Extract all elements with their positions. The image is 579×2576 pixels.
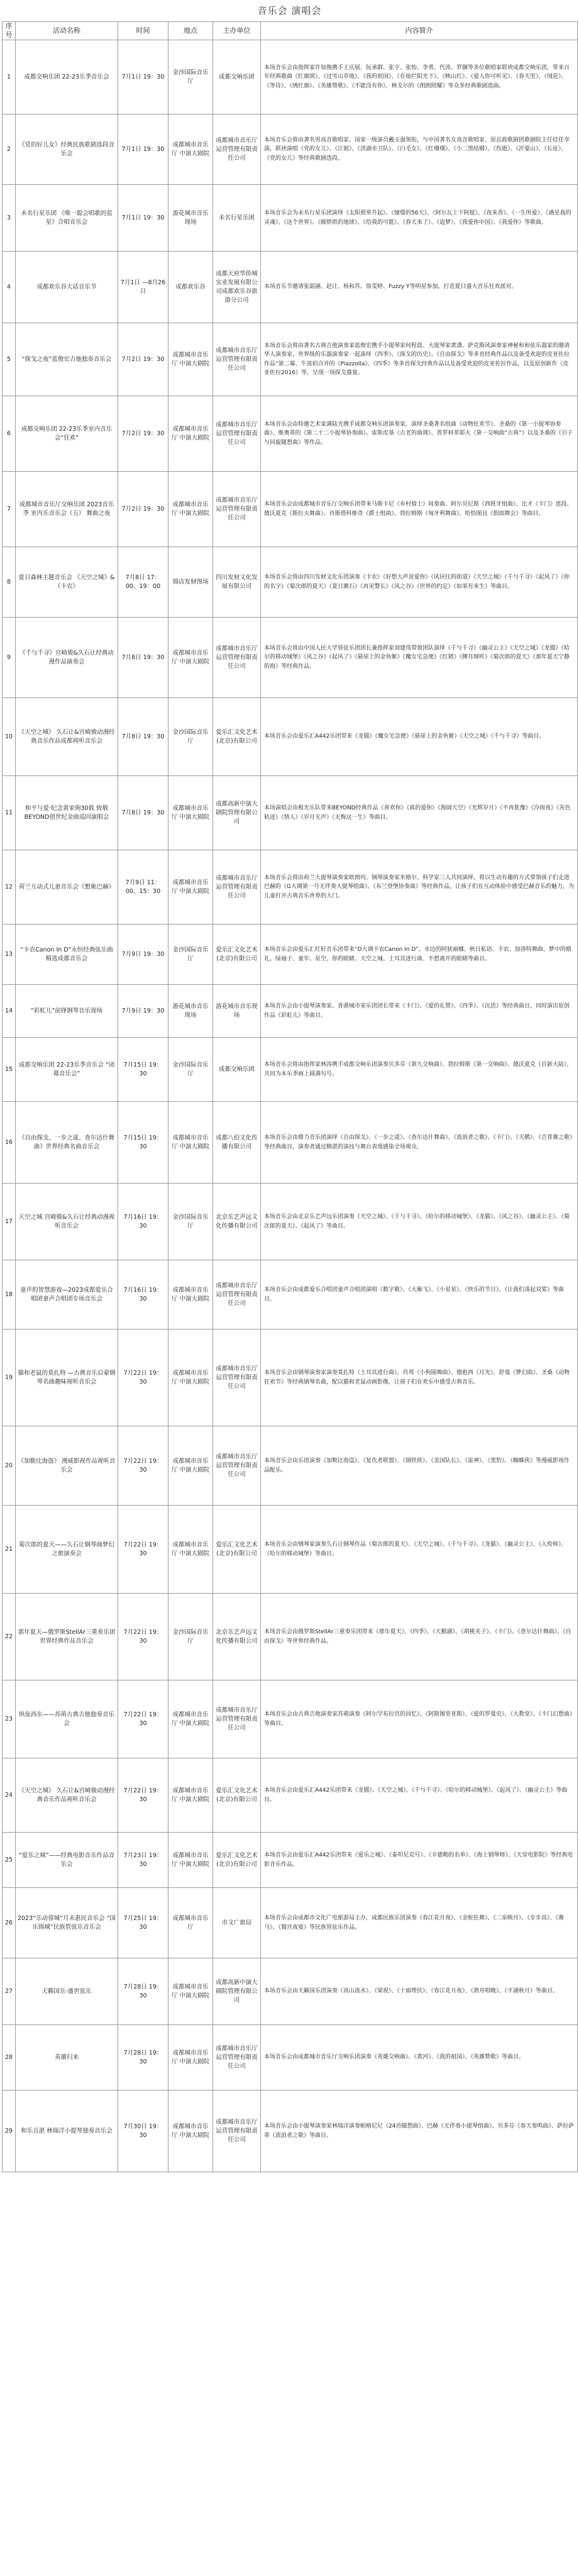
- event-venue: 金沙国际音乐厅: [168, 698, 213, 776]
- header-organizer: 主办单位: [213, 22, 261, 40]
- row-number: 28: [3, 2025, 16, 2090]
- event-venue: 成都城市音乐厅 中演大剧院: [168, 2025, 213, 2090]
- event-name: 《加勒比海盗》 漫威影视作品视听音乐会: [16, 1426, 118, 1506]
- event-organizer: 爱乐汇文化艺术(北京)有限公司: [213, 1506, 261, 1594]
- event-organizer: 成都城市音乐厅运营管理有限责任公司: [213, 850, 261, 924]
- event-intro: 本场音乐会由小提琴演奏家林瑞洋演奏帕格尼尼《24首随想曲》、巴赫《无伴奏小提琴组曲》、贝多芬《春天奏鸣曲》、萨拉萨蒂《流浪者之歌》等曲目。: [261, 2090, 578, 2172]
- table-row: [3, 1330, 578, 1426]
- event-name: 成都交响乐团 22-23乐季音乐会 “闭幕音乐会”: [16, 1038, 118, 1102]
- event-venue: 成都城市音乐厅 中演大剧院: [168, 1833, 213, 1888]
- table-row: [3, 776, 578, 850]
- row-number: 21: [3, 1506, 16, 1594]
- event-name: 《天空之城》 久石让&宫崎骏动漫经典音乐作品视听音乐会: [16, 1758, 118, 1833]
- event-time: 7月8日 19：30: [118, 776, 168, 850]
- header-time: 时间: [118, 22, 168, 40]
- event-intro: 本场音乐会由爱乐汇A442乐团带来《龙猫》、《天空之城》、《千与千寻》、《哈尔的移动城堡》、《起风了》、《幽灵公主》等曲目。: [261, 1758, 578, 1833]
- row-number: 20: [3, 1426, 16, 1506]
- event-time: 7月16日 19：30: [118, 1260, 168, 1330]
- table-row: [3, 1102, 578, 1184]
- event-name: 童声的智慧游戏—2023成都爱乐合唱团童声合唱团专场音乐会: [16, 1260, 118, 1330]
- event-time: 7月1日 19：30: [118, 114, 168, 185]
- event-name: 成都城市音乐厅交响乐团 2023音乐季 室内乐音乐会（五） 舞曲之夜: [16, 472, 118, 547]
- event-time: 7月1日 19：30: [118, 185, 168, 252]
- row-number: 2: [3, 114, 16, 185]
- event-intro: 本场音乐会将由著名古典吉他演奏家蓝俊宏携手小提琴家何程晨、大提琴家黄潇、萨克斯风演奏家神秘和和弦乐器家的邀请华人演奏家、世界级的乐器演奏家一起演绎《四季》、《探戈的历史》、《自由探戈》等多首经典作品以及备受欢迎的皮亚佐拉作品“第二幕、牛波拍合并的《Piazzolla》、《四季》等多首探戈经典作品以及备受欢迎的皮亚佐拉作品，以及原创新作《皮亚佐拉2016》等，呈现一场探戈盛宴。: [261, 323, 578, 396]
- event-time: 7月8日 19：30: [118, 618, 168, 698]
- event-name: 2023“乐动蓉城”月末惠民音乐会 “国乐锦城”民族管弦乐音乐会: [16, 1888, 118, 1958]
- event-organizer: 北京乐艺声远文化传播有限公司: [213, 1184, 261, 1260]
- event-organizer: 成都城市音乐厅运营管理有限责任公司: [213, 1680, 261, 1758]
- event-organizer: 成都城市音乐厅运营管理有限责任公司: [213, 2025, 261, 2090]
- row-number: 23: [3, 1680, 16, 1758]
- table-row: [3, 1680, 578, 1758]
- row-number: 6: [3, 396, 16, 472]
- event-name: 成都交响乐团 22-23乐季室内音乐会“狂欢”: [16, 396, 118, 472]
- header-no: 序号: [3, 22, 16, 40]
- event-name: 和乐且湛 林瑞洋小提琴独奏音乐会: [16, 2090, 118, 2172]
- event-time: 7月8日 17：00、19：00: [118, 547, 168, 618]
- table-row: [3, 1184, 578, 1260]
- table-header-row: [3, 22, 578, 40]
- event-organizer: 成都城市音乐厅运营管理有限责任公司: [213, 396, 261, 472]
- event-organizer: 成都交响乐团: [213, 1038, 261, 1102]
- event-intro: 本场音乐会由成都城市音乐厅交响乐团带来马斯卡尼《乡村骑士》间奏曲、阿尔贝尼斯《西班牙组曲》、比才《卡门》选段、德沃夏克《斯拉夫舞曲》、肖斯塔科维奇《爵士组曲》、勃拉姆斯《匈牙利舞曲》、哈恰图良《假面舞会》等曲目。: [261, 472, 578, 547]
- event-organizer: 爱乐汇文化艺术(北京)有限公司: [213, 1833, 261, 1888]
- row-number: 26: [3, 1888, 16, 1958]
- event-name: “探戈之夜”蓝俊宏吉他独奏音乐会: [16, 323, 118, 396]
- event-intro: 本场音乐会由小提琴演奏家、香港城市室乐团团长带来《卡门》、《爱的礼赞》、《四季》、《沉思》等经典曲目，同时演出原创作品《彩虹儿》等曲目。: [261, 985, 578, 1038]
- event-intro: 本场音乐节邀请张韶涵、赵让、杨和苏、詹雯婷、Fuzzy Y等明星参加，打造夏日盛大音乐狂欢派对。: [261, 252, 578, 323]
- row-number: 22: [3, 1594, 16, 1680]
- row-number: 5: [3, 323, 16, 396]
- event-time: 7月22日 19：30: [118, 1758, 168, 1833]
- header-venue: 地点: [168, 22, 213, 40]
- event-intro: 本场音乐会将由指挥家林涛携手成都交响乐团演奏贝多芬《第九交响曲》、勃拉姆斯《第一交响曲》、德沃夏克《自新大陆》，共同为本乐季画上圆满句号。: [261, 1038, 578, 1102]
- event-intro: 本场演唱会由极光乐队带来BEYOND经典作品《喜欢你》《真的爱你》《海阔天空》《光辉岁月》《不再犹豫》《冷雨夜》《灰色轨迹》《情人》《岁月无声》《无悔这一生》等曲目。: [261, 776, 578, 850]
- event-time: 7月22日 19：30: [118, 1594, 168, 1680]
- event-organizer: 游花城市音乐现场: [213, 985, 261, 1038]
- table-row: [3, 547, 578, 618]
- event-time: 7月2日 19：30: [118, 472, 168, 547]
- table-row: [3, 252, 578, 323]
- event-time: 7月28日 19：30: [118, 1958, 168, 2025]
- event-intro: 本场音乐会由钢琴家演奏久石让钢琴作品《菊次郎的夏天》、《天空之城》、《千与千寻》、《龙猫》、《幽灵公主》、《入殓师》、《哈尔的移动城堡》等曲目。: [261, 1506, 578, 1594]
- event-intro: 本场音乐会由成都爱乐合唱团童声合唱团演唱《数字歌》、《大雁飞》、《小星星》、《快乐的节日》、《让我们荡起双桨》等曲目。: [261, 1260, 578, 1330]
- event-venue: 成都城市音乐厅 中演大剧院: [168, 472, 213, 547]
- event-venue: 成都城市音乐厅 中演大剧院: [168, 396, 213, 472]
- row-number: 18: [3, 1260, 16, 1330]
- event-name: “卡农Canon In D”永恒经典弦乐曲精选成都音乐会: [16, 924, 118, 985]
- event-intro: 本场音乐会由鼎力音乐团演绎《自由探戈》、《一步之遥》、《查尔达什舞曲》、《流浪者之歌》、《卡门》、《天鹅》、《吉普赛之歌》等经典曲目，演奏者通过精湛的演技与舞台表现感染全场观众。: [261, 1102, 578, 1184]
- table-row: [3, 698, 578, 776]
- event-venue: 金沙国际音乐厅: [168, 1184, 213, 1260]
- event-name: 天空之城 宫崎骏&久石让经典动漫视听音乐会: [16, 1184, 118, 1260]
- event-venue: 成都城市音乐厅 中演大剧院: [168, 1506, 213, 1594]
- event-name: 天籁国乐·盛世弦乐: [16, 1958, 118, 2025]
- row-number: 27: [3, 1958, 16, 2025]
- event-venue: 成都城市音乐厅 中演大剧院: [168, 1958, 213, 2025]
- row-number: 16: [3, 1102, 16, 1184]
- event-organizer: 成都城市音乐厅运营管理有限责任公司: [213, 2090, 261, 2172]
- event-name: “彩虹儿”前锋钢琴音乐现场: [16, 985, 118, 1038]
- event-time: 7月8日 19：30: [118, 698, 168, 776]
- event-organizer: 成都城市音乐厅运营管理有限责任公司: [213, 618, 261, 698]
- event-venue: 成都城市音乐厅 中演大剧院: [168, 114, 213, 185]
- row-number: 15: [3, 1038, 16, 1102]
- event-time: 7月1日 19：30: [118, 40, 168, 114]
- event-organizer: 成都城市音乐厅运营管理有限责任公司: [213, 472, 261, 547]
- table-row: [3, 1260, 578, 1330]
- event-intro: 本场音乐会由爱乐汇红轩音乐团带来“D大调卡农Canon In D”、水边的阿狄丽娜、秋日私语、卡农、加洛特舞曲、梦中的婚礼、绿袖子、童年、星空、你的眼睛、天空之城、土耳其进行曲、不想离开的眼睛等曲目。: [261, 924, 578, 985]
- event-name: 猫和老鼠的莫扎特 —古典音乐启蒙钢琴名曲趣味视听音乐会: [16, 1330, 118, 1426]
- event-name: 《党的好儿女》经典民族歌剧选段音乐会: [16, 114, 118, 185]
- event-organizer: 爱乐汇文化艺术(北京)有限公司: [213, 1758, 261, 1833]
- event-venue: 成都城市音乐厅 中演大剧院: [168, 1426, 213, 1506]
- table-row: [3, 472, 578, 547]
- event-intro: 本场音乐会由俄罗斯StellAr三重奏乐团带来《那年夏天》、《四季》、《天鹅湖》、《胡桃夹子》、《卡门》、《查尔达什舞曲》、《自由探戈》等世界经典作品。: [261, 1594, 578, 1680]
- event-time: 7月30日 19：30: [118, 2090, 168, 2172]
- event-intro: 本场音乐会将由中国人民大学管弦乐团团长兼指挥家刘建伟带领团队演绎《千与千寻》《幽灵公主》《天空之城》《龙猫》《哈尔的移动城堡》《风之谷》《起风了》《悬崖上的金鱼姬》《魔女宅急便》《红猪》《侧耳倾听》《菊次郎的夏天》《那年夏天宁静的海》等经典作品。: [261, 618, 578, 698]
- page-title: 音乐会 演唱会: [257, 5, 322, 16]
- row-number: 24: [3, 1758, 16, 1833]
- event-venue: 成都城市音乐厅 中演大剧院: [168, 1102, 213, 1184]
- event-intro: 本场音乐会由北京乐艺声远乐团演奏《天空之城》、《千与千寻》、《哈尔的移动城堡》、《龙猫》、《风之谷》、《幽灵公主》、《菊次郎的夏天》、《起风了》等曲目。: [261, 1184, 578, 1260]
- event-intro: 本场音乐会将由著名男高音歌唱家、国家一级演员戴玉强领衔，与中国著名女高音歌唱家、原总政歌剧团歌剧院主任挂任享演，联袂演唱《党的女儿》、《江姐》、《洪湖赤卫队》、《白毛女》、《红珊瑚》、《小二黑结婚》、《伤逝》、《沂蒙山》、《长征》、《党的女儿》等经典歌剧选段。: [261, 114, 578, 185]
- table-row: [3, 850, 578, 924]
- event-intro: 本场音乐会为未名行星乐团演绎《太阳照常升起》、《憧憬的56天》、《阿尔瓦上下阿提》、《夜来香》、《一生所爱》、《遇见我的灵魂》、《这个世界》、《暖烘烘的地球》、《给我的可能》、《春天来了》、《追梦》、《我爱你中国》、《我爱你》等歌曲。: [261, 185, 578, 252]
- row-number: 12: [3, 850, 16, 924]
- event-time: 7月9日 19：30: [118, 985, 168, 1038]
- event-intro: 本场音乐会由古典吉他演奏家苏萌演奏《阿尔罕布拉宫的回忆》、《阿斯图里亚斯》、《爱的罗曼史》、《大教堂》、《卡门幻想曲》等曲目。: [261, 1680, 578, 1758]
- table-row: [3, 1958, 578, 2025]
- event-time: 7月22日 19：30: [118, 1680, 168, 1758]
- event-venue: 成都城市音乐厅 中演大剧院: [168, 618, 213, 698]
- event-venue: 成都城市音乐厅 中演大剧院: [168, 1260, 213, 1330]
- header-name: 活动名称: [16, 22, 118, 40]
- event-name: 《自由探戈、一步之遥、查尔达什舞曲》世界经典名曲音乐会: [16, 1102, 118, 1184]
- row-number: 10: [3, 698, 16, 776]
- row-number: 25: [3, 1833, 16, 1888]
- table-row: [3, 114, 578, 185]
- table-row: [3, 396, 578, 472]
- event-venue: 成都城市音乐厅 中演大剧院: [168, 1680, 213, 1758]
- event-organizer: 成都天府华侨城实业发展有限公司成都欢乐谷旅游分公司: [213, 252, 261, 323]
- event-name: 英雄归来: [16, 2025, 118, 2090]
- event-organizer: 成都城市音乐厅运营管理有限责任公司: [213, 1426, 261, 1506]
- event-organizer: 成都城市音乐厅运营管理有限责任公司: [213, 1330, 261, 1426]
- row-number: 9: [3, 618, 16, 698]
- event-venue: 成都欢乐谷: [168, 252, 213, 323]
- event-venue: 成都城市音乐厅 中演大剧院: [168, 776, 213, 850]
- row-number: 19: [3, 1330, 16, 1426]
- event-time: 7月22日 19：30: [118, 1506, 168, 1594]
- event-intro: 本场音乐会由乐团演奏《加勒比海盗》、《复仇者联盟》、《钢铁侠》、《美国队长》、《雷神》、《黑豹》、《蜘蛛侠》等漫威影视作品配乐。: [261, 1426, 578, 1506]
- table-row: [3, 1758, 578, 1833]
- event-venue: 成都城市音乐厅 中演大剧院: [168, 323, 213, 396]
- event-organizer: 四川发财文化发展有限公司: [213, 547, 261, 618]
- row-number: 8: [3, 547, 16, 618]
- event-organizer: 北京乐艺声远文化传播有限公司: [213, 1594, 261, 1680]
- event-time: 7月22日 19：30: [118, 1330, 168, 1426]
- event-organizer: 成都城市音乐厅运营管理有限责任公司: [213, 1260, 261, 1330]
- event-time: 7月15日 19：30: [118, 1038, 168, 1102]
- event-organizer: 爱乐汇文化艺术(北京)有限公司: [213, 698, 261, 776]
- event-name: 荷兰互动式儿童音乐会《想象巴赫》: [16, 850, 118, 924]
- row-number: 17: [3, 1184, 16, 1260]
- event-time: 7月2日 19：30: [118, 396, 168, 472]
- event-organizer: 未名行星乐团: [213, 185, 261, 252]
- event-intro: 本场音乐会由爱乐汇A442乐团带来《龙猫》《魔女宅急便》《悬崖上的金鱼姬》《天空之城》《千与千寻》等曲目。: [261, 698, 578, 776]
- event-time: 7月9日 19：30: [118, 924, 168, 985]
- row-number: 11: [3, 776, 16, 850]
- table-row: [3, 1426, 578, 1506]
- row-number: 29: [3, 2090, 16, 2172]
- table-row: [3, 1888, 578, 1958]
- event-venue: 金沙国际音乐厅: [168, 1038, 213, 1102]
- table-row: [3, 618, 578, 698]
- row-number: 1: [3, 40, 16, 114]
- event-name: 那年夏天—俄罗斯StellAr三重奏乐团世界经典作品音乐会: [16, 1594, 118, 1680]
- event-time: 7月25日 19：30: [118, 1888, 168, 1958]
- table-row: [3, 2025, 578, 2090]
- event-name: 《天空之城》 久石让&宫崎骏动漫经典音乐作品成都视听音乐会: [16, 698, 118, 776]
- row-number: 7: [3, 472, 16, 547]
- event-venue: 游花城市音乐现场: [168, 985, 213, 1038]
- event-venue: 成都城市音乐厅 中演大剧院: [168, 1330, 213, 1426]
- event-time: 7月16日 19：30: [118, 1184, 168, 1260]
- event-intro: 本场音乐会将由荷兰大提琴演奏家欧朗玛、钢琴演奏家米格尔、科学家三人共同演绎，将以生动有趣的方式带领孩子们走进巴赫的《G大调第一号无伴奏大提琴组曲》、《布兰登堡协奏曲》等经典作品，让孩子们在互动体验中感受巴赫音乐的魅力，为儿童打开古典音乐世界的大门。: [261, 850, 578, 924]
- event-intro: 本场音乐会由指挥家许知俊携手王庆展、阮承群、张宇、张怡、李勇、代涛、罗御等多位歌唱家联袂成都交响乐团，带来百年经典歌曲《红旗颂》、《过雪山草地》、《我的祖国》、《在灿烂阳光下》、《映山红》、《爱人你可听见》、《春天里》、《绒花》、《等待》、《绣红旗》、《英雄赞歌》、《不能没有你》，林戈尔的《朗朗照耀》等众多经典歌剧选曲。: [261, 40, 578, 114]
- table-row: [3, 1594, 578, 1680]
- event-intro: 本场音乐会由爱乐汇A442乐团带来《爱乐之城》、《泰坦尼克号》、《辛德勒的名单》、《海上钢琴师》、《天堂电影院》等经典电影音乐作品。: [261, 1833, 578, 1888]
- event-intro: 本场音乐会由成都城市音乐厅交响乐团演奏《英雄交响曲》、《黄河》、《我的祖国》、《英雄赞歌》等曲目。: [261, 2025, 578, 2090]
- concert-table: [2, 21, 578, 2172]
- row-number: 4: [3, 252, 16, 323]
- table-row: [3, 1506, 578, 1594]
- event-time: 7月23日 19：30: [118, 1833, 168, 1888]
- event-venue: 金沙国际音乐厅: [168, 1594, 213, 1680]
- event-venue: 成都城市音乐厅 中演大剧院: [168, 1758, 213, 1833]
- event-venue: 成都城市音乐厅: [168, 1888, 213, 1958]
- event-organizer: 成都城市音乐厅运营管理有限责任公司: [213, 114, 261, 185]
- event-name: 夏日森林主题音乐会 《天空之城》&《卡农》: [16, 547, 118, 618]
- event-venue: 成都城市音乐厅 中演大剧院: [168, 850, 213, 924]
- event-venue: 游花城市音乐现场: [168, 185, 213, 252]
- table-row: [3, 2090, 578, 2172]
- event-intro: 本场音乐会由成都市文化广电旅游局主办，成都民族乐团演奏《春江花月夜》、《金蛇狂舞》、《二泉映月》、《步步高》、《赛马》、《蜀宫夜宴》等民族管弦乐作品。: [261, 1888, 578, 1958]
- header-intro: 内容简介: [261, 22, 578, 40]
- event-venue: 金沙国际音乐厅: [168, 924, 213, 985]
- table-row: [3, 985, 578, 1038]
- event-organizer: 成都八佰文化传播有限公司: [213, 1102, 261, 1184]
- event-organizer: 成都城市音乐厅运营管理有限责任公司: [213, 323, 261, 396]
- event-time: 7月28日 19：30: [118, 2025, 168, 2090]
- event-venue: 金沙国际音乐厅: [168, 40, 213, 114]
- event-name: 成都欢乐谷大话音乐节: [16, 252, 118, 323]
- row-number: 3: [3, 185, 16, 252]
- table-row: [3, 1038, 578, 1102]
- event-organizer: 爱乐汇文化艺术(北京)有限公司: [213, 924, 261, 985]
- event-name: 和平与爱·纪念黄家驹30载 致敬BEYOND创世纪金曲巡回演唱会: [16, 776, 118, 850]
- table-row: [3, 323, 578, 396]
- event-name: 《千与千寻》宫崎骏&久石让经典动漫作品演奏会: [16, 618, 118, 698]
- event-name: 菊次郎的夏天——久石让钢琴曲梦幻之旅演奏会: [16, 1506, 118, 1594]
- event-time: 7月22日 19：30: [118, 1426, 168, 1506]
- event-intro: 本场音乐会由特邀艺术家满陆光携手成都交响乐团演奏家，演绎圣桑著名组曲《动物狂欢节》、圣桑的《第一小提琴协奏曲》、维奥蒂的《第二十二小提琴协奏曲》、雷斯皮基《古老的曲调》、普罗科菲耶夫《第一交响曲“古典”》以及圣桑的《引子与回旋随想曲》等作品。: [261, 396, 578, 472]
- event-time: 7月15日 19：30: [118, 1102, 168, 1184]
- event-organizer: 成都高新中演大剧院管理有限公司: [213, 1958, 261, 2025]
- table-row: [3, 1833, 578, 1888]
- event-intro: 本场音乐会由天籁国乐团演奏《高山流水》、《梁祝》、《十面埋伏》、《春江花月夜》、《渔舟唱晚》、《平湖秋月》等曲目。: [261, 1958, 578, 2025]
- event-organizer: 成都交响乐团: [213, 40, 261, 114]
- row-number: 14: [3, 985, 16, 1038]
- event-venue: 成都城市音乐厅 中演大剧院: [168, 2090, 213, 2172]
- event-time: 7月1日 —8月26日: [118, 252, 168, 323]
- event-intro: 本场音乐会将由四川发财文化乐团演奏《卡农》《好想大声说爱你》《风居住的街道》《天空之城》《千与千寻》《起风了》《你的名字》《菊次郎的夏天》《夏日漱石》《再见警长》《风之谷》《世界的约定》《如果有来生》等曲目。: [261, 547, 578, 618]
- row-number: 13: [3, 924, 16, 985]
- event-name: 未名行星乐团 《唯一聪会唱歌的蓝星》合唱音乐会: [16, 185, 118, 252]
- event-time: 7月2日 19：30: [118, 323, 168, 396]
- event-organizer: 成都高新中演大剧院管理有限公司: [213, 776, 261, 850]
- table-row: [3, 185, 578, 252]
- event-name: 纵弦西东——苏萌古典吉他独奏音乐会: [16, 1680, 118, 1758]
- event-name: “爱乐之城”——经典电影音乐作品音乐会: [16, 1833, 118, 1888]
- table-row: [3, 924, 578, 985]
- event-organizer: 市文广旅局: [213, 1888, 261, 1958]
- table-row: [3, 40, 578, 114]
- event-venue: 锦店发财图场: [168, 547, 213, 618]
- event-intro: 本场音乐会由钢琴演奏家演奏莫扎特《土耳其进行曲》、肖邦《小狗圆舞曲》、德彪西《月光》、舒曼《梦幻曲》、圣桑《动物狂欢节》等经典钢琴名曲，配以猫和老鼠动画影像，让孩子们在欢乐中感受古典音乐。: [261, 1330, 578, 1426]
- event-time: 7月9日 11：00、15：30: [118, 850, 168, 924]
- event-name: 成都交响乐团 22-23乐季音乐会: [16, 40, 118, 114]
